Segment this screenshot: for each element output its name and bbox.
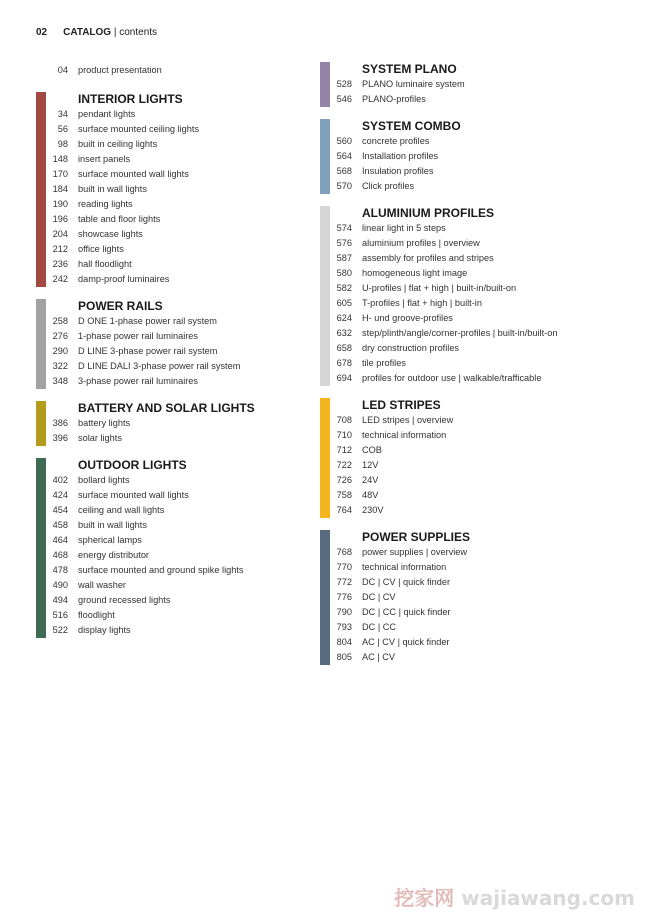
entry-label: damp-proof luminaires — [78, 274, 170, 284]
toc-entry[interactable] — [36, 623, 336, 638]
toc-entry[interactable] — [36, 212, 336, 227]
page-ref: 576 — [336, 238, 352, 248]
page-ref: 546 — [336, 94, 352, 104]
toc-entry[interactable] — [320, 149, 620, 164]
page-ref: 464 — [52, 535, 68, 545]
toc-entry[interactable] — [36, 227, 336, 242]
toc-entry[interactable] — [36, 488, 336, 503]
toc-entry[interactable] — [320, 473, 620, 488]
toc-entry[interactable] — [320, 326, 620, 341]
toc-entry[interactable] — [36, 257, 336, 272]
toc-section — [320, 62, 620, 107]
entry-label: surface mounted wall lights — [78, 169, 189, 179]
page-ref: 658 — [336, 343, 352, 353]
toc-entry[interactable] — [36, 608, 336, 623]
page-ref: 790 — [336, 607, 352, 617]
header-subtitle: contents — [119, 27, 158, 38]
page-header — [36, 27, 157, 38]
entry-label: U-profiles | flat + high | built-in/built-on — [362, 283, 517, 293]
toc-entry[interactable] — [320, 164, 620, 179]
page-ref: 494 — [52, 595, 68, 605]
page-ref: 624 — [336, 313, 352, 323]
toc-entry[interactable] — [320, 503, 620, 518]
page-ref: 560 — [336, 136, 352, 146]
right-column — [320, 62, 620, 677]
toc-entry[interactable] — [320, 251, 620, 266]
toc-entry[interactable] — [320, 620, 620, 635]
entry-label: reading lights — [78, 199, 133, 209]
entry-label: DC | CC — [362, 622, 397, 632]
page-ref: 582 — [336, 283, 352, 293]
page-number: 02 — [36, 27, 48, 38]
toc-section — [320, 398, 620, 518]
watermark-cn: 挖家网 — [394, 886, 455, 910]
entry-label: 1-phase power rail luminaires — [78, 331, 199, 341]
section-title[interactable]: POWER RAILS — [78, 299, 163, 313]
section-title[interactable]: INTERIOR LIGHTS — [78, 92, 183, 106]
page-ref: 34 — [57, 109, 68, 119]
toc-entry[interactable] — [320, 650, 620, 665]
toc-entry[interactable] — [320, 296, 620, 311]
toc-entry[interactable] — [36, 563, 336, 578]
entry-label: built in wall lights — [78, 520, 147, 530]
page-ref: 458 — [52, 520, 68, 530]
toc-entry[interactable] — [36, 344, 336, 359]
toc-entry[interactable] — [320, 371, 620, 386]
toc-entry[interactable] — [320, 458, 620, 473]
section-title[interactable]: SYSTEM PLANO — [362, 62, 457, 76]
section-title[interactable]: ALUMINIUM PROFILES — [362, 206, 494, 220]
entry-label: 12V — [362, 460, 379, 470]
page-ref: 587 — [336, 253, 352, 263]
page-ref: 402 — [52, 475, 68, 485]
entry-label: AC | CV | quick finder — [362, 637, 450, 647]
entry-label: H- und groove-profiles — [362, 313, 453, 323]
page-ref: 98 — [57, 139, 68, 149]
entry-label: battery lights — [78, 418, 131, 428]
page-ref: 712 — [336, 445, 352, 455]
entry-label: 230V — [362, 505, 384, 515]
page-ref: 424 — [52, 490, 68, 500]
toc-entry[interactable] — [36, 167, 336, 182]
page-ref: 204 — [52, 229, 68, 239]
page-ref: 454 — [52, 505, 68, 515]
page-ref: 694 — [336, 373, 352, 383]
toc-entry[interactable] — [320, 281, 620, 296]
watermark-latin: wajiawang.com — [461, 886, 635, 910]
toc-entry[interactable] — [320, 236, 620, 251]
entry-label: step/plinth/angle/corner-profiles | built-in/built-on — [362, 328, 558, 338]
toc-entry[interactable] — [36, 329, 336, 344]
page-ref: 708 — [336, 415, 352, 425]
page-ref: 568 — [336, 166, 352, 176]
toc-entry[interactable] — [320, 545, 620, 560]
entry-label: LED stripes | overview — [362, 415, 454, 425]
entry-label: ceiling and wall lights — [78, 505, 165, 515]
toc-section — [36, 458, 336, 638]
toc-entry[interactable] — [320, 443, 620, 458]
toc-entry[interactable] — [320, 134, 620, 149]
toc-entry[interactable] — [36, 242, 336, 257]
section-title[interactable]: SYSTEM COMBO — [362, 119, 461, 133]
catalog-title: CATALOG — [63, 27, 112, 38]
entry-label: built in wall lights — [78, 184, 147, 194]
toc-entry[interactable] — [320, 488, 620, 503]
toc-section — [36, 92, 336, 287]
entry-label: wall washer — [78, 580, 126, 590]
entry-label: hall floodlight — [78, 259, 132, 269]
page-ref: 258 — [52, 316, 68, 326]
entry-label: table and floor lights — [78, 214, 161, 224]
page-ref: 726 — [336, 475, 352, 485]
toc-entry[interactable] — [36, 503, 336, 518]
entry-label: assembly for profiles and stripes — [362, 253, 494, 263]
page-ref: 396 — [52, 433, 68, 443]
toc-entry[interactable] — [320, 311, 620, 326]
entry-label: DC | CV — [362, 592, 396, 602]
header-separator: | — [111, 27, 120, 38]
toc-entry[interactable] — [36, 473, 336, 488]
toc-entry[interactable] — [36, 359, 336, 374]
toc-entry[interactable] — [36, 272, 336, 287]
section-title[interactable]: LED STRIPES — [362, 398, 441, 412]
entry-label: tile profiles — [362, 358, 406, 368]
page-ref: 04 — [57, 65, 68, 75]
page-ref: 776 — [336, 592, 352, 602]
page-ref: 528 — [336, 79, 352, 89]
toc-section — [320, 206, 620, 386]
entry-label: DC | CV | quick finder — [362, 577, 450, 587]
entry-label: floodlight — [78, 610, 115, 620]
toc-entry[interactable] — [36, 107, 336, 122]
entry-label: dry construction profiles — [362, 343, 460, 353]
toc-entry[interactable] — [320, 605, 620, 620]
toc-entry[interactable] — [36, 197, 336, 212]
page-ref: 242 — [52, 274, 68, 284]
section-title[interactable]: POWER SUPPLIES — [362, 530, 471, 544]
entry-label: ground recessed lights — [78, 595, 171, 605]
entry-label: aluminium profiles | overview — [362, 238, 480, 248]
toc-entry[interactable] — [320, 221, 620, 236]
toc-entry[interactable] — [36, 593, 336, 608]
entry-label: T-profiles | flat + high | built-in — [362, 298, 482, 308]
page-ref: 580 — [336, 268, 352, 278]
page-ref: 770 — [336, 562, 352, 572]
entry-label: PLANO luminaire system — [362, 79, 465, 89]
entry-label: technical information — [362, 562, 447, 572]
toc-entry[interactable] — [36, 314, 336, 329]
entry-label: surface mounted wall lights — [78, 490, 189, 500]
entry-label: display lights — [78, 625, 131, 635]
page-ref: 348 — [52, 376, 68, 386]
page-ref: 793 — [336, 622, 352, 632]
toc-entry[interactable] — [36, 518, 336, 533]
page-ref: 758 — [336, 490, 352, 500]
toc-section — [36, 401, 336, 446]
page-ref: 236 — [52, 259, 68, 269]
entry-label: pendant lights — [78, 109, 136, 119]
page-ref: 764 — [336, 505, 352, 515]
page-ref: 710 — [336, 430, 352, 440]
entry-label: solar lights — [78, 433, 122, 443]
page-ref: 184 — [52, 184, 68, 194]
toc-entry[interactable] — [36, 152, 336, 167]
toc-entry[interactable] — [320, 179, 620, 194]
toc-entry[interactable] — [320, 575, 620, 590]
entry-label: showcase lights — [78, 229, 143, 239]
page-ref: 290 — [52, 346, 68, 356]
page-ref: 772 — [336, 577, 352, 587]
page-ref: 468 — [52, 550, 68, 560]
page-ref: 322 — [52, 361, 68, 371]
toc-entry[interactable] — [36, 416, 336, 431]
entry-label: Installation profiles — [362, 151, 439, 161]
page-ref: 196 — [52, 214, 68, 224]
toc-entry[interactable] — [36, 533, 336, 548]
page-ref: 574 — [336, 223, 352, 233]
toc-entry[interactable] — [36, 431, 336, 446]
entry-label: concrete profiles — [362, 136, 430, 146]
entry-label: built in ceiling lights — [78, 139, 158, 149]
entry-label: linear light in 5 steps — [362, 223, 446, 233]
toc-entry[interactable] — [320, 356, 620, 371]
entry-label: profiles for outdoor use | walkable/trafficable — [362, 373, 542, 383]
entry-label: D LINE 3-phase power rail system — [78, 346, 218, 356]
entry-label: office lights — [78, 244, 124, 254]
entry-label: AC | CV — [362, 652, 396, 662]
toc-entry[interactable] — [36, 548, 336, 563]
page-ref: 516 — [52, 610, 68, 620]
toc-entry[interactable] — [320, 413, 620, 428]
page-ref: 564 — [336, 151, 352, 161]
entry-label: Insulation profiles — [362, 166, 434, 176]
toc-entry[interactable] — [320, 341, 620, 356]
toc-entry[interactable] — [36, 137, 336, 152]
page-ref: 170 — [52, 169, 68, 179]
page-ref: 522 — [52, 625, 68, 635]
entry-label: bollard lights — [78, 475, 130, 485]
left-column — [36, 92, 336, 650]
toc-section — [320, 530, 620, 665]
entry-label: product presentation — [78, 65, 162, 75]
toc-entry[interactable] — [320, 92, 620, 107]
entry-label: D ONE 1-phase power rail system — [78, 316, 217, 326]
entry-label: DC | CC | quick finder — [362, 607, 451, 617]
entry-label: insert panels — [78, 154, 131, 164]
toc-entry[interactable] — [320, 635, 620, 650]
page-ref: 804 — [336, 637, 352, 647]
toc-entry[interactable] — [320, 590, 620, 605]
page-ref: 56 — [57, 124, 68, 134]
page-ref: 478 — [52, 565, 68, 575]
page-ref: 605 — [336, 298, 352, 308]
page-ref: 490 — [52, 580, 68, 590]
entry-label: 48V — [362, 490, 379, 500]
page-ref: 768 — [336, 547, 352, 557]
entry-label: energy distributor — [78, 550, 149, 560]
entry-label: COB — [362, 445, 382, 455]
watermark — [394, 882, 635, 911]
page-ref: 190 — [52, 199, 68, 209]
entry-label: 3-phase power rail luminaires — [78, 376, 199, 386]
toc-entry[interactable] — [320, 266, 620, 281]
page-ref: 678 — [336, 358, 352, 368]
toc-section — [36, 299, 336, 389]
entry-label: technical information — [362, 430, 447, 440]
section-title[interactable]: OUTDOOR LIGHTS — [78, 458, 187, 472]
page-ref: 276 — [52, 331, 68, 341]
section-title[interactable]: BATTERY AND SOLAR LIGHTS — [78, 401, 255, 415]
toc-entry[interactable] — [36, 578, 336, 593]
toc-entry[interactable] — [36, 374, 336, 389]
entry-label: 24V — [362, 475, 379, 485]
entry-label: surface mounted and ground spike lights — [78, 565, 244, 575]
page-ref: 722 — [336, 460, 352, 470]
entry-label: D LINE DALI 3-phase power rail system — [78, 361, 241, 371]
entry-label: homogeneous light image — [362, 268, 468, 278]
entry-label: spherical lamps — [78, 535, 142, 545]
page-ref: 212 — [52, 244, 68, 254]
entry-label: PLANO-profiles — [362, 94, 426, 104]
page-ref: 570 — [336, 181, 352, 191]
toc-entry[interactable] — [36, 182, 336, 197]
page-ref: 632 — [336, 328, 352, 338]
toc-section — [320, 119, 620, 194]
toc-entry[interactable] — [320, 560, 620, 575]
page-ref: 805 — [336, 652, 352, 662]
entry-label: power supplies | overview — [362, 547, 468, 557]
entry-label: Click profiles — [362, 181, 415, 191]
toc-entry[interactable] — [36, 122, 336, 137]
toc-entry[interactable] — [320, 77, 620, 92]
page-ref: 386 — [52, 418, 68, 428]
entry-label: surface mounted ceiling lights — [78, 124, 200, 134]
page-ref: 148 — [52, 154, 68, 164]
toc-entry[interactable] — [320, 428, 620, 443]
